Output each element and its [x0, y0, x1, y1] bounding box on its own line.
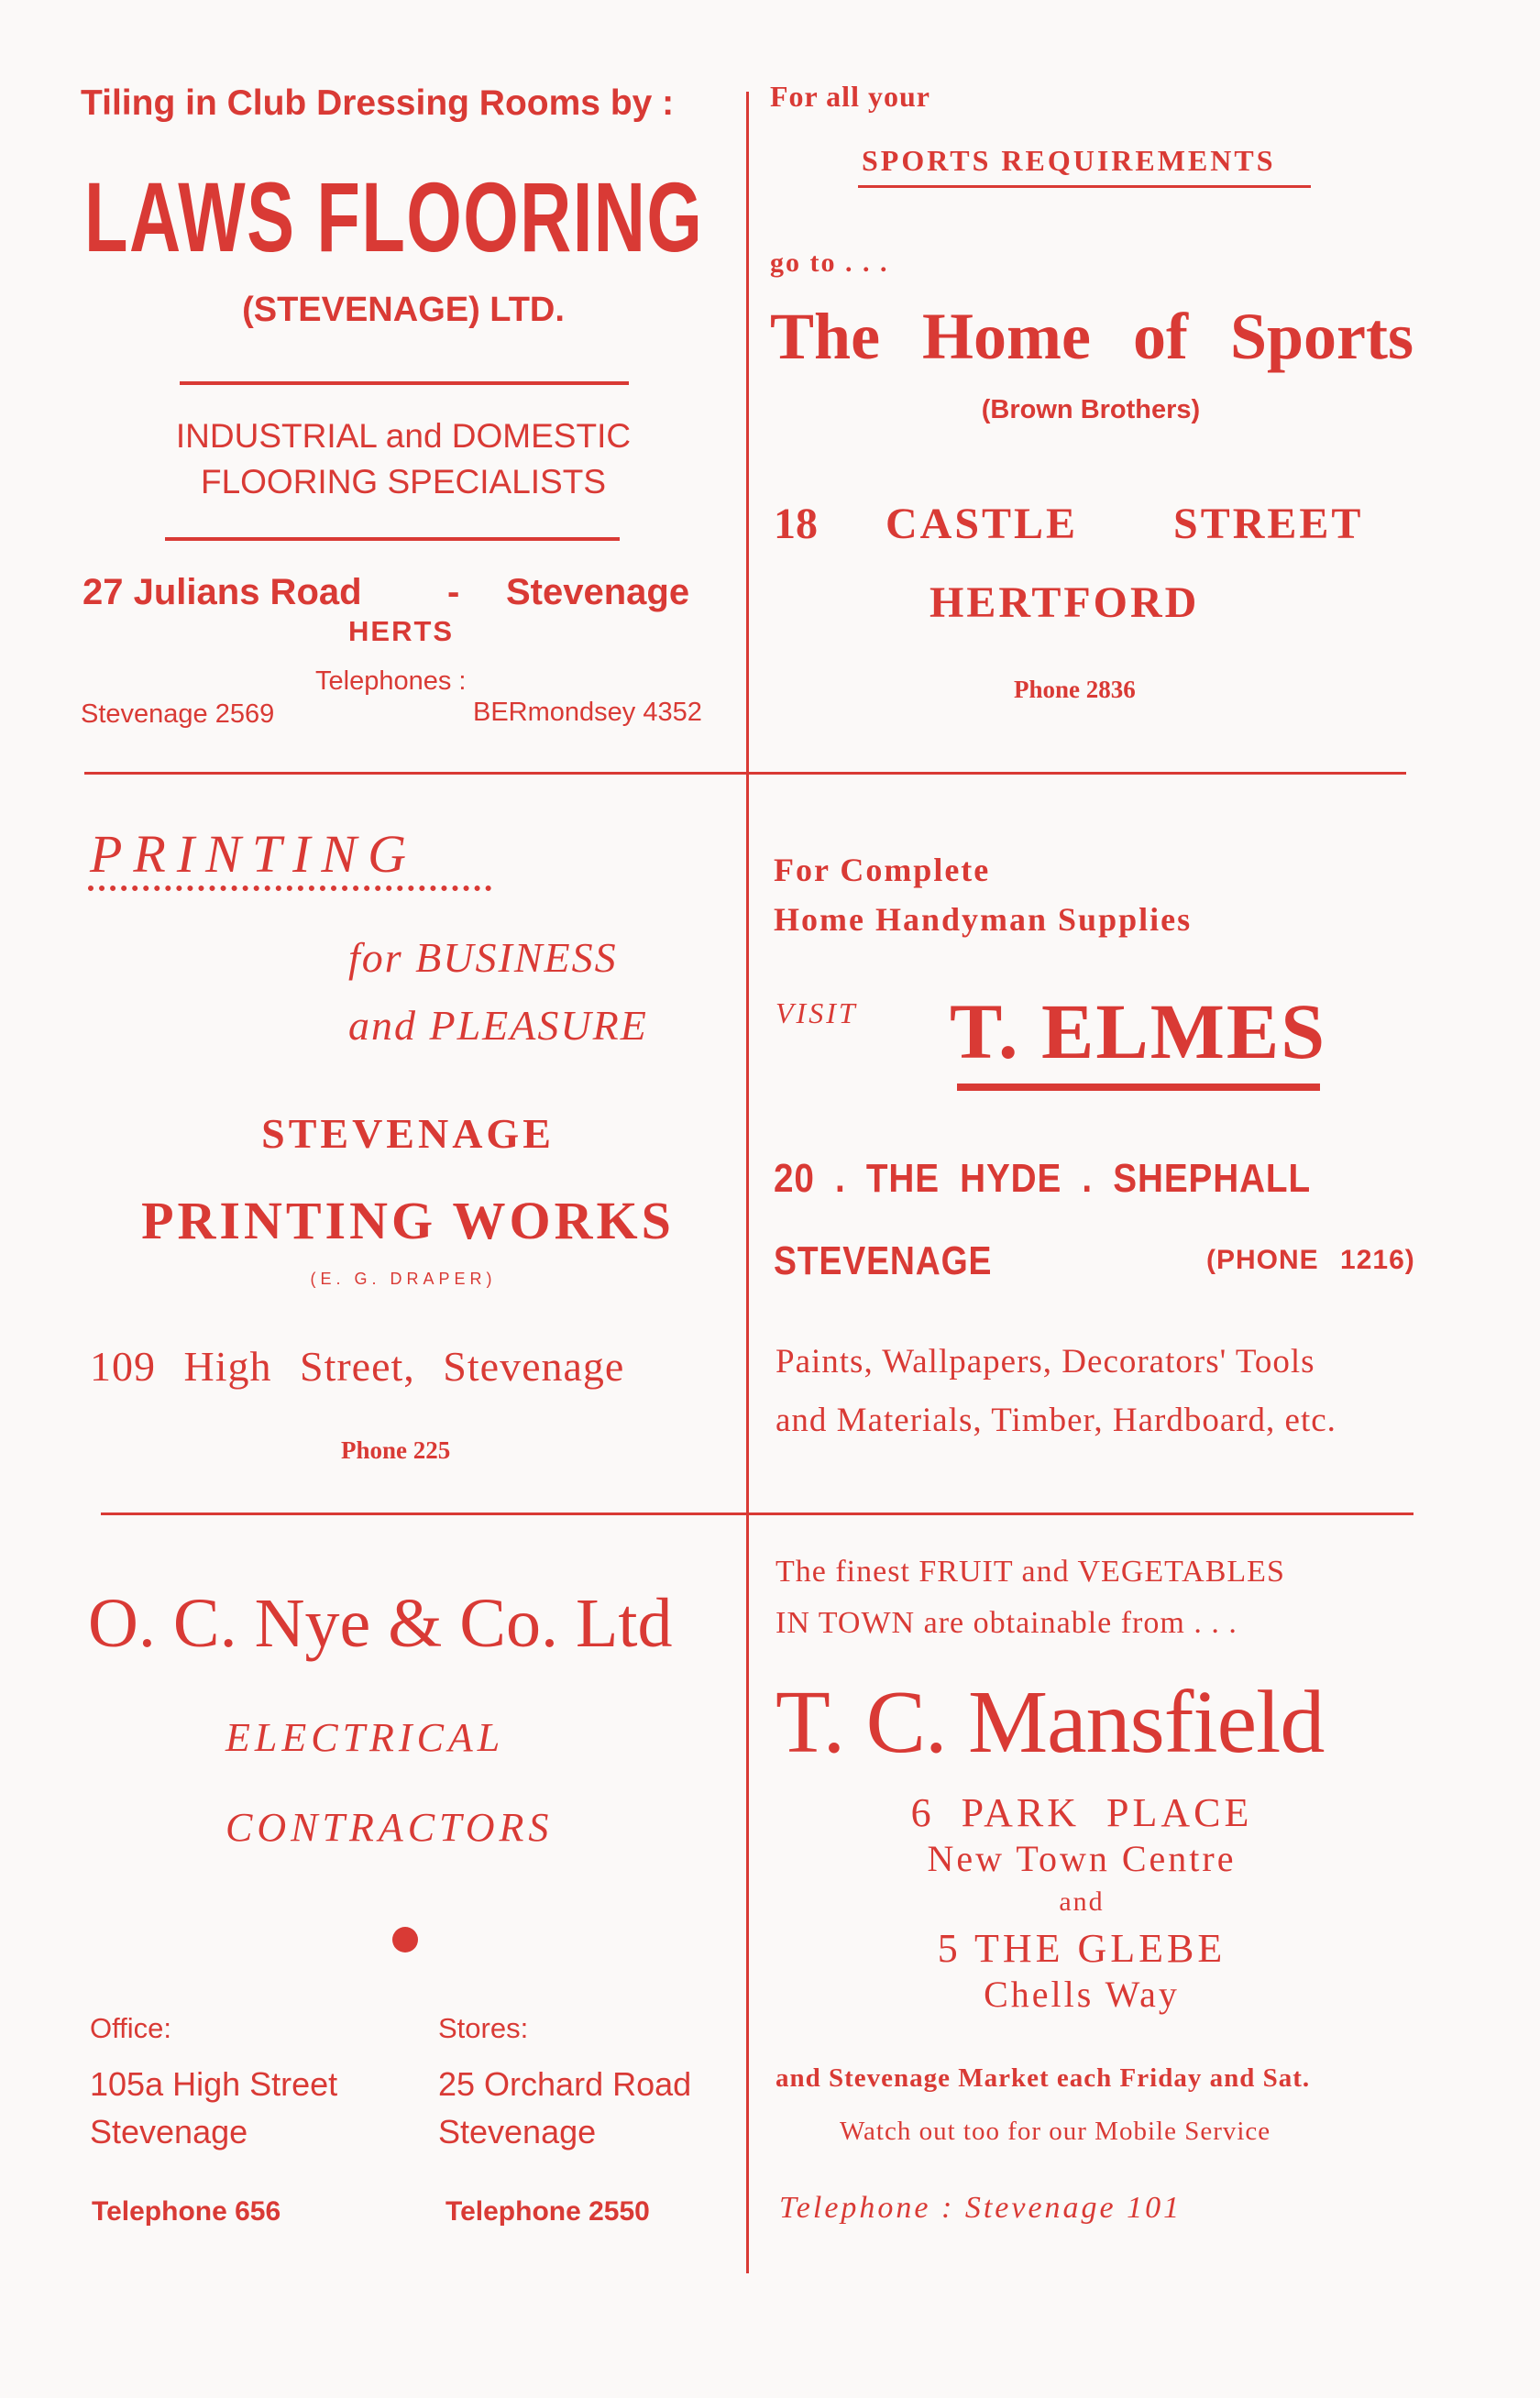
ad3-title-dotted-underline — [88, 886, 491, 891]
ad1-company-suffix: (STEVENAGE) LTD. — [242, 291, 565, 329]
ad5-office-label: Office: — [90, 2012, 172, 2044]
ad5-line-contractors: CONTRACTORS — [226, 1805, 554, 1850]
ad5-stores-label: Stores: — [438, 2012, 529, 2044]
ad2-town: HERTFORD — [930, 578, 1200, 627]
ad6-address-park-place: 6 PARK PLACE — [910, 1790, 1253, 1835]
ad3-address: 109 High Street, Stevenage — [90, 1343, 625, 1390]
ad3-title: PRINTING — [90, 824, 417, 884]
ad1-tel-stevenage: Stevenage 2569 — [81, 699, 275, 729]
ad5-stores-telephone: Telephone 2550 — [446, 2196, 650, 2227]
vertical-divider — [746, 92, 749, 2273]
ad1-address-town: Stevenage — [506, 572, 690, 612]
ad3-owner: (E. G. DRAPER) — [310, 1270, 497, 1288]
ad1-address-street: 27 Julians Road — [82, 572, 362, 612]
ad1-address-dash: - — [447, 572, 460, 612]
ad4-intro-line1: For Complete — [774, 852, 991, 888]
ad6-intro-line1: The finest FRUIT and VEGETABLES — [776, 1555, 1285, 1589]
ad3-phone: Phone 225 — [341, 1436, 451, 1464]
ad1-rule-bottom — [165, 537, 620, 541]
ad2-address-number: 18 — [774, 500, 818, 548]
ad6-address-glebe: 5 THE GLEBE — [937, 1926, 1226, 1971]
ad2-address-street2: STREET — [1173, 500, 1364, 548]
ad1-company-name: LAWS FLOORING — [84, 161, 704, 272]
ad2-phone: Phone 2836 — [1014, 676, 1136, 703]
ad6-mobile-service: Watch out too for our Mobile Service — [840, 2117, 1271, 2146]
ad2-owner: (Brown Brothers) — [981, 395, 1201, 424]
ad4-address: 20 . THE HYDE . SHEPHALL — [774, 1156, 1311, 1201]
ad4-store-name: T. ELMES — [950, 987, 1327, 1075]
ad2-address-street: CASTLE — [886, 500, 1079, 548]
ad1-desc-line1: INDUSTRIAL and DOMESTIC — [175, 417, 632, 455]
ad4-town: STEVENAGE — [774, 1238, 993, 1283]
ad6-store-name: T. C. Mansfield — [776, 1673, 1325, 1772]
ad3-line-business: for BUSINESS — [348, 934, 618, 981]
ad2-store-name: The Home of Sports — [770, 300, 1414, 373]
ad3-name-printing-works: PRINTING WORKS — [141, 1191, 675, 1250]
ad1-rule-top — [180, 381, 629, 385]
ad1-intro: Tiling in Club Dressing Rooms by : — [81, 83, 675, 123]
ad6-address-chells-way: Chells Way — [984, 1974, 1180, 2015]
ad2-goto: go to . . . — [770, 248, 889, 278]
ad6-address-new-town: New Town Centre — [927, 1838, 1237, 1879]
ad4-phone: (PHONE 1216) — [1206, 1245, 1415, 1275]
ad5-stores-address-2: Stevenage — [438, 2113, 597, 2150]
ad6-market: and Stevenage Market each Friday and Sat. — [776, 2063, 1311, 2093]
ad1-tel-bermondsey: BERmondsey 4352 — [473, 698, 702, 727]
ad1-county: HERTS — [348, 615, 455, 647]
ad6-address-and: and — [1059, 1886, 1105, 1917]
ad5-office-address-2: Stevenage — [90, 2113, 248, 2150]
ad4-intro-line2: Home Handyman Supplies — [774, 901, 1193, 938]
ad2-heading-underline — [858, 185, 1311, 188]
ad5-stores-address-1: 25 Orchard Road — [438, 2065, 692, 2103]
ad2-intro: For all your — [770, 80, 930, 113]
ad4-name-underline — [957, 1084, 1320, 1091]
ad6-intro-line2: IN TOWN are obtainable from . . . — [776, 1606, 1238, 1640]
ad4-goods-line2: and Materials, Timber, Hardboard, etc. — [776, 1402, 1336, 1439]
ad5-office-address-1: 105a High Street — [90, 2065, 338, 2103]
ad5-bullet-dot — [392, 1927, 418, 1952]
ad3-name-stevenage: STEVENAGE — [261, 1110, 555, 1157]
ad4-visit: VISIT — [776, 996, 858, 1029]
ad1-desc-line2: FLOORING SPECIALISTS — [200, 463, 607, 500]
horizontal-divider-middle — [101, 1512, 1414, 1515]
ad2-heading: SPORTS REQUIREMENTS — [862, 144, 1276, 177]
ad1-telephones-label: Telephones : — [315, 666, 467, 696]
horizontal-divider-top — [84, 772, 1406, 775]
ad5-line-electrical: ELECTRICAL — [226, 1715, 505, 1760]
ad5-office-telephone: Telephone 656 — [92, 2196, 281, 2227]
ad3-line-pleasure: and PLEASURE — [348, 1002, 648, 1049]
ad5-company-name: O. C. Nye & Co. Ltd — [88, 1585, 673, 1662]
ad4-goods-line1: Paints, Wallpapers, Decorators' Tools — [776, 1343, 1315, 1380]
ad6-telephone: Telephone : Stevenage 101 — [779, 2191, 1182, 2225]
